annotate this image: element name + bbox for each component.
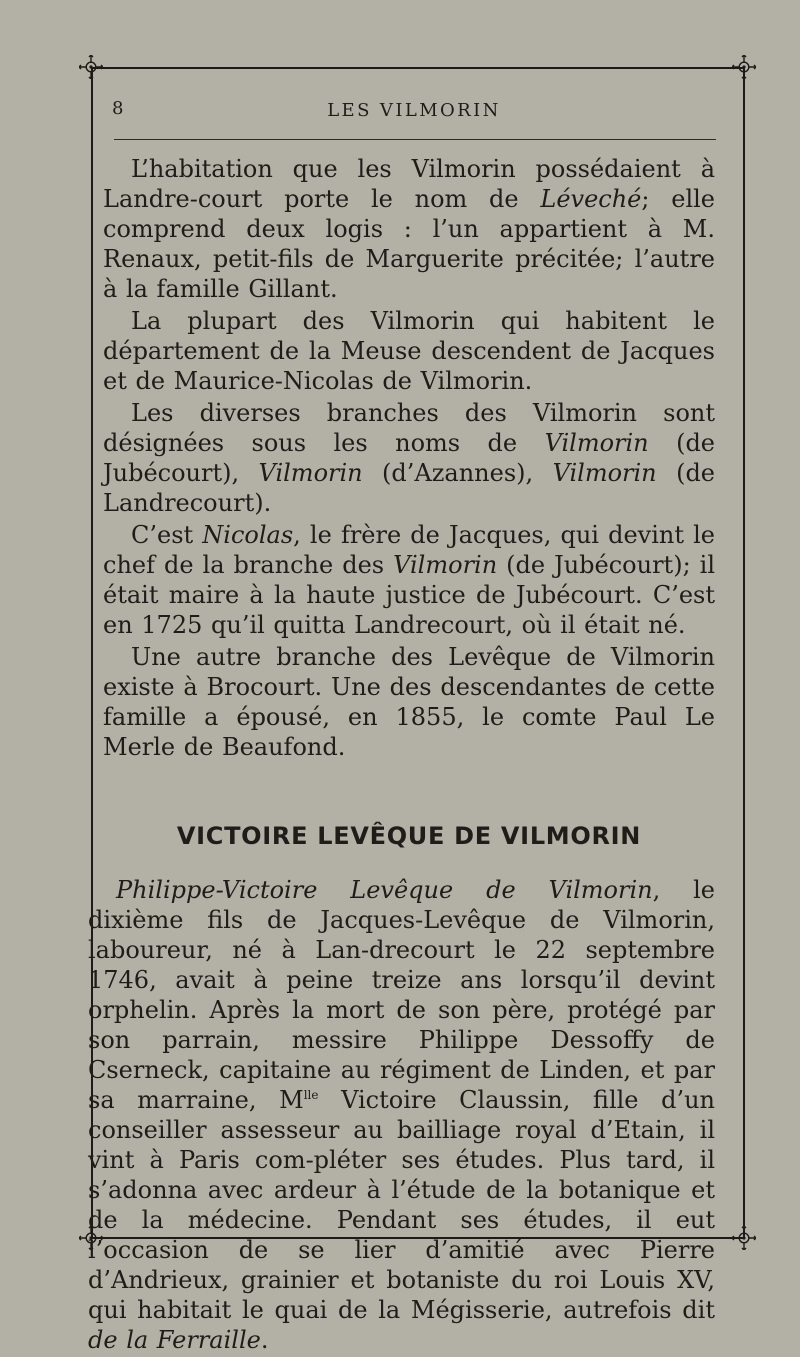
right-frame-line: [743, 67, 745, 1239]
corner-ornament-icon: [79, 55, 103, 79]
paragraph-text: ; elle comprend deux logis : l’un appartient à M. Renaux, petit-fils de Marguerite précitée; l’autre à la famille Gillant.: [103, 185, 715, 303]
honorific-superscript: lle: [303, 1088, 319, 1102]
paragraph-nicolas: [103, 520, 715, 640]
header-rule: [114, 139, 716, 140]
page-content: [88, 152, 716, 1357]
top-frame-line: [91, 67, 745, 69]
paragraph-text: Victoire Claussin, fille d’un conseiller assesseur au bailliage royal d’Etain, il vint à Paris com-pléter ses études. Plus tard, il s’adonna avec ardeur à l’étude de la botanique et de la médecine. Pendant ses études, il eut l’occasion de se lier d’amitié avec Pierre d’Andrieux, grainier et botaniste du roi Louis XV, qui habitait le quai de la Mégisserie, autrefois dit: [88, 1086, 715, 1324]
page-header: [112, 96, 716, 128]
paragraph-meuse-branch: [103, 306, 715, 396]
page-number: 8: [112, 98, 124, 119]
section-title: VICTOIRE LEVÊQUE DE VILMORIN: [176, 822, 642, 850]
paragraph-branch-names: [103, 398, 715, 518]
corner-ornament-icon: [732, 55, 756, 79]
paragraph-text: .: [260, 1326, 269, 1354]
paragraph-text: Les diverses branches des Vilmorin sont désignées sous les noms de: [103, 399, 715, 457]
corner-ornament-icon: [732, 1226, 756, 1250]
paragraph-text: (de Jubécourt); il était maire à la haute justice de Jubécourt. C’est en 1725 qu’il quitta Landrecourt, où il était né.: [103, 551, 715, 639]
emphasized-place-name: Léveché: [540, 185, 642, 213]
emphasized-family-name: Vilmorin: [552, 459, 657, 487]
paragraph-victoire-leveque: [88, 875, 715, 1355]
paragraph-text: , le dixième fils de Jacques-Levêque de Vilmorin, laboureur, né à Lan-drecourt le 22 septembre 1746, avait à peine treize ans lorsqu’il devint orphelin. Après la mort de son père, protégé par son parrain, messire Philippe Dessoffy de Cserneck, capitaine au régiment de Linden, et par sa marraine, M: [88, 876, 715, 1114]
emphasized-family-name: Vilmorin: [393, 551, 498, 579]
emphasized-place-name: de la Ferraille: [88, 1326, 261, 1354]
running-title: LES VILMORIN: [327, 100, 501, 121]
paragraph-text: L’habitation que les Vilmorin possédaient à Landre-court porte le nom de: [103, 155, 715, 213]
paragraph-lévéché: [103, 154, 715, 304]
emphasized-person-name: Philippe-Victoire Levêque de Vilmorin: [116, 876, 653, 904]
paragraph-text: , le frère de Jacques, qui devint le chef de la branche des: [103, 521, 715, 579]
paragraph-text: La plupart des Vilmorin qui habitent le département de la Meuse descendent de Jacques et de Maurice-Nicolas de Vilmorin.: [103, 307, 715, 395]
emphasized-family-name: Vilmorin: [544, 429, 649, 457]
paragraph-text: (de Jubécourt),: [103, 429, 716, 487]
paragraph-text: (de Landrecourt).: [103, 459, 716, 517]
paragraph-text: (d’Azannes),: [362, 459, 553, 487]
emphasized-family-name: Vilmorin: [258, 459, 363, 487]
emphasized-person-name: Nicolas: [202, 521, 294, 549]
paragraph-text: C’est: [131, 521, 203, 549]
paragraph-brocourt: [103, 642, 715, 762]
paragraph-text: Une autre branche des Levêque de Vilmorin existe à Brocourt. Une des descendantes de cette famille a épousé, en 1855, le comte Paul Le Merle de Beaufond.: [103, 643, 715, 761]
